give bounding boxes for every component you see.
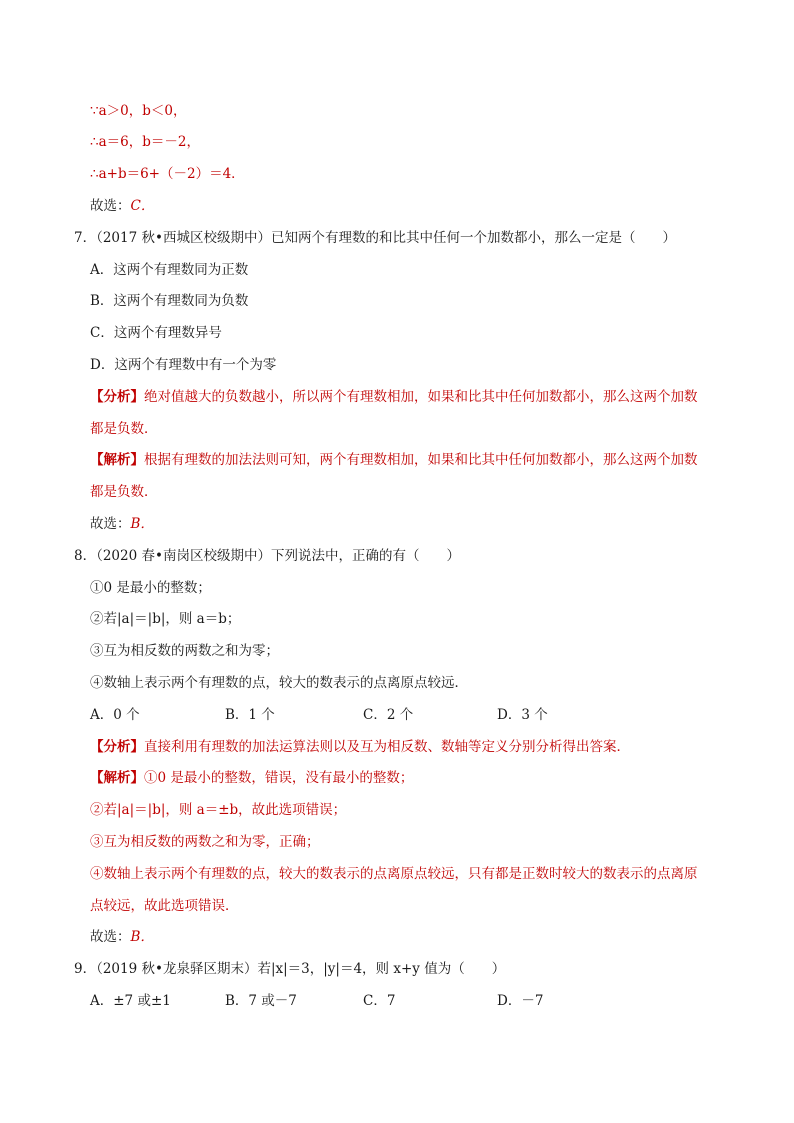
q8-solution-line-3: ③互为相反数的两数之和为零，正确； [90,834,320,850]
q9-option-d: D．－7 [497,993,544,1009]
q8-statement-2: ②若|a|＝|b|，则 a＝b； [90,611,241,627]
q7-option-a: A．这两个有理数同为正数 [90,262,249,278]
solution-line: ∵a＞0，b＜0， [90,103,187,119]
answer-value: C． [130,198,155,214]
analysis-text: 直接利用有理数的加法运算法则以及互为相反数、数轴等定义分别分析得出答案． [144,739,630,755]
answer-prefix: 故选： [90,929,131,945]
q8-solution [90,769,413,787]
q8-solution-line-2: ②若|a|＝|b|，则 a＝±b，故此选项错误； [90,802,347,818]
q8-option-c: C．2 个 [363,707,414,723]
q7-solution-cont: 都是负数． [90,484,158,500]
answer-line [90,197,154,215]
q7-solution [90,451,698,469]
analysis-tag: 【分析】 [90,739,144,755]
analysis-tag: 【分析】 [90,389,144,405]
q7-analysis-cont: 都是负数． [90,421,158,437]
q8-answer [90,928,154,946]
q7-option-c: C．这两个有理数异号 [90,325,222,341]
q9-option-b: B．7 或－7 [225,993,297,1009]
q8-option-a: A．0 个 [90,707,140,723]
analysis-text: 绝对值越大的负数越小，所以两个有理数相加，如果和比其中任何加数都小，那么这两个加数 [144,389,698,405]
q8-option-b: B．1 个 [225,707,275,723]
solution-line: ∴a＝6，b＝－2， [90,134,200,150]
q7-answer [90,515,154,533]
q7-analysis [90,388,698,406]
answer-prefix: 故选： [90,198,131,214]
q8-solution-line-4: ④数轴上表示两个有理数的点，较大的数表示的点离原点较远，只有都是正数时较大的数表示的点离原 [90,866,698,882]
answer-value: B． [130,929,154,945]
q7-option-d: D．这两个有理数中有一个为零 [90,357,277,373]
solution-line: ∴a+b＝6+（－2）＝4． [90,166,245,182]
question-8-stem: 8．（2020 春•南岗区校级期中）下列说法中，正确的有（ ） [74,548,460,564]
q9-option-c: C．7 [363,993,396,1009]
question-7-stem: 7．（2017 秋•西城区校级期中）已知两个有理数的和比其中任何一个加数都小，那么一定是（ ） [74,230,676,246]
q8-statement-3: ③互为相反数的两数之和为零； [90,643,279,659]
q8-statement-1: ①0 是最小的整数； [90,580,211,596]
answer-prefix: 故选： [90,516,131,532]
q8-option-d: D．3 个 [497,707,548,723]
solution-tag: 【解析】 [90,770,144,786]
q8-solution-line-5: 点较远，故此选项错误． [90,898,239,914]
solution-text: 根据有理数的加法法则可知，两个有理数相加，如果和比其中任何加数都小，那么这两个加数 [144,452,698,468]
q8-analysis [90,738,630,756]
q7-option-b: B．这两个有理数同为负数 [90,293,249,309]
solution-text: ①0 是最小的整数，错误，没有最小的整数； [144,770,414,786]
solution-tag: 【解析】 [90,452,144,468]
q9-option-a: A．±7 或±1 [90,993,171,1009]
answer-value: B． [130,516,154,532]
question-9-stem: 9．（2019 秋•龙泉驿区期末）若|x|＝3，|y|＝4，则 x+y 值为（ ） [74,961,506,977]
q8-statement-4: ④数轴上表示两个有理数的点，较大的数表示的点离原点较远． [90,675,468,691]
